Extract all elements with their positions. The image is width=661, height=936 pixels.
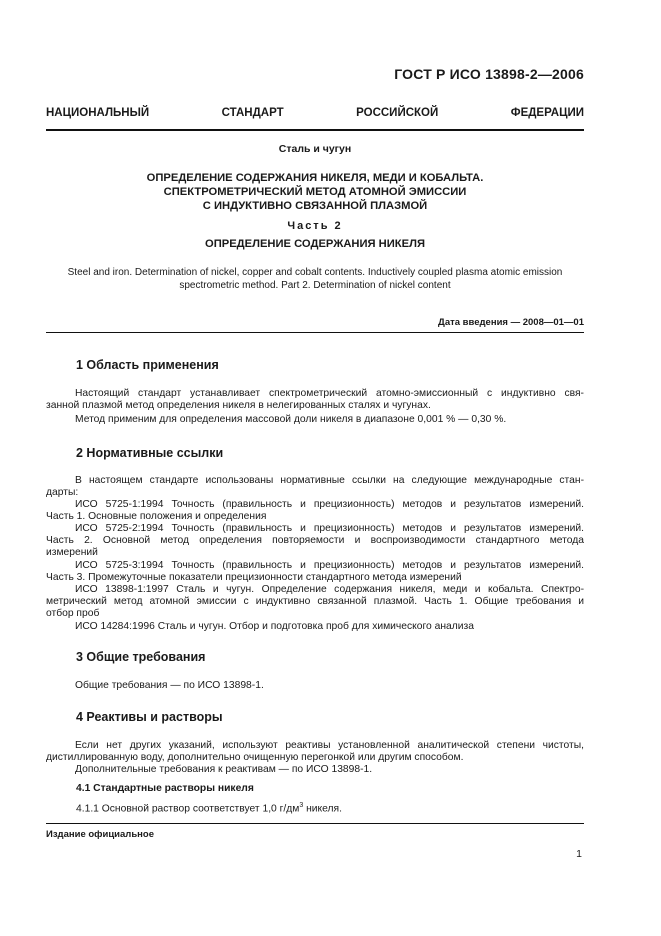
section-3-heading: 3 Общие требования (76, 650, 206, 664)
reference-iso-5725-1-cont: Часть 1. Основные положения и определения (46, 511, 267, 522)
footer-rule (46, 823, 584, 824)
section-1-paragraph-1-cont: занной плазмой метод определения никеля в нелегированных сталях и чугунах. (46, 400, 431, 411)
subsection-4-1-1-paragraph (76, 800, 342, 816)
title-line-1: ОПРЕДЕЛЕНИЕ СОДЕРЖАНИЯ НИКЕЛЯ, МЕДИ И КОБАЛЬТА. (146, 172, 484, 184)
section-4-paragraph-2: Дополнительные требования к реактивам — по ИСО 13898-1. (75, 764, 373, 775)
page-number: 1 (576, 848, 582, 860)
reference-iso-13898-1: ИСО 13898-1:1997 Сталь и чугун. Определение содержания никеля, меди и кобальта. Спектро- (75, 584, 584, 595)
section-2-intro-cont: дарты: (46, 487, 79, 498)
subsection-4-1-heading: 4.1 Стандартные растворы никеля (76, 783, 254, 794)
title-line-2: СПЕКТРОМЕТРИЧЕСКИЙ МЕТОД АТОМНОЙ ЭМИССИИ (163, 186, 467, 198)
subsection-4-1-1-text-end: никеля. (303, 803, 342, 815)
section-4-paragraph-1: Если нет других указаний, используют реактивы установленной аналитической степени чистоты, (75, 740, 584, 751)
reference-iso-5725-2-cont2: измерений (46, 547, 98, 558)
reference-iso-13898-1-cont: метрический метод атомной эмиссии с индуктивно связанной плазмой. Часть 1. Общие требования и (46, 596, 584, 607)
national-standard-title: НАЦИОНАЛЬНЫЙ СТАНДАРТ РОССИЙСКОЙ ФЕДЕРАЦИИ (46, 107, 584, 119)
date-rule (46, 332, 584, 333)
english-title-line-1: Steel and iron. Determination of nickel, copper and cobalt contents. Inductively coupled plasma atomic emission (67, 267, 563, 278)
reference-iso-13898-1-cont2: отбор проб (46, 608, 100, 619)
reference-iso-5725-3: ИСО 5725-3:1994 Точность (правильность и прецизионность) методов и результатов измерений. (75, 560, 584, 571)
document-code: ГОСТ Р ИСО 13898-2—2006 (394, 66, 584, 82)
section-2-heading: 2 Нормативные ссылки (76, 446, 224, 460)
reference-iso-5725-3-cont: Часть 3. Промежуточные показатели прецизионности стандартного метода измерений (46, 572, 462, 583)
subject-line: Сталь и чугун (278, 143, 352, 155)
reference-iso-5725-1: ИСО 5725-1:1994 Точность (правильность и прецизионность) методов и результатов измерений. (75, 499, 584, 510)
official-edition-label: Издание официальное (46, 829, 154, 840)
section-4-paragraph-1-cont: дистиллированную воду, дополнительно очищенную перегонкой или другим способом. (46, 752, 464, 763)
superscript-3: 3 (299, 802, 304, 809)
reference-iso-5725-2-cont: Часть 2. Основной метод определения повторяемости и воспроизводимости стандартного метода (46, 535, 584, 546)
section-3-paragraph: Общие требования — по ИСО 13898-1. (75, 680, 264, 691)
subsection-4-1-1-text: 4.1.1 Основной раствор соответствует 1,0 г/дм (76, 803, 300, 815)
header-rule (46, 129, 584, 131)
title-line-3: С ИНДУКТИВНО СВЯЗАННОЙ ПЛАЗМОЙ (202, 200, 428, 212)
section-1-paragraph-2: Метод применим для определения массовой доли никеля в диапазоне 0,001 % — 0,30 %. (75, 414, 507, 425)
part-title: ОПРЕДЕЛЕНИЕ СОДЕРЖАНИЯ НИКЕЛЯ (205, 238, 425, 250)
section-4-heading: 4 Реактивы и растворы (76, 710, 223, 724)
english-title-line-2: spectrometric method. Part 2. Determination of nickel content (179, 280, 451, 291)
section-1-paragraph-1: Настоящий стандарт устанавливает спектрометрический атомно-эмиссионный с индуктивно свя- (75, 388, 584, 399)
part-label: Часть 2 (287, 220, 343, 232)
section-1-heading: 1 Область применения (76, 358, 219, 372)
introduction-date: Дата введения — 2008—01—01 (438, 317, 584, 328)
reference-iso-5725-2: ИСО 5725-2:1994 Точность (правильность и прецизионность) методов и результатов измерений. (75, 523, 584, 534)
reference-iso-14284: ИСО 14284:1996 Сталь и чугун. Отбор и подготовка проб для химического анализа (75, 621, 474, 632)
section-2-intro: В настоящем стандарте использованы нормативные ссылки на следующие международные стан- (75, 475, 584, 486)
